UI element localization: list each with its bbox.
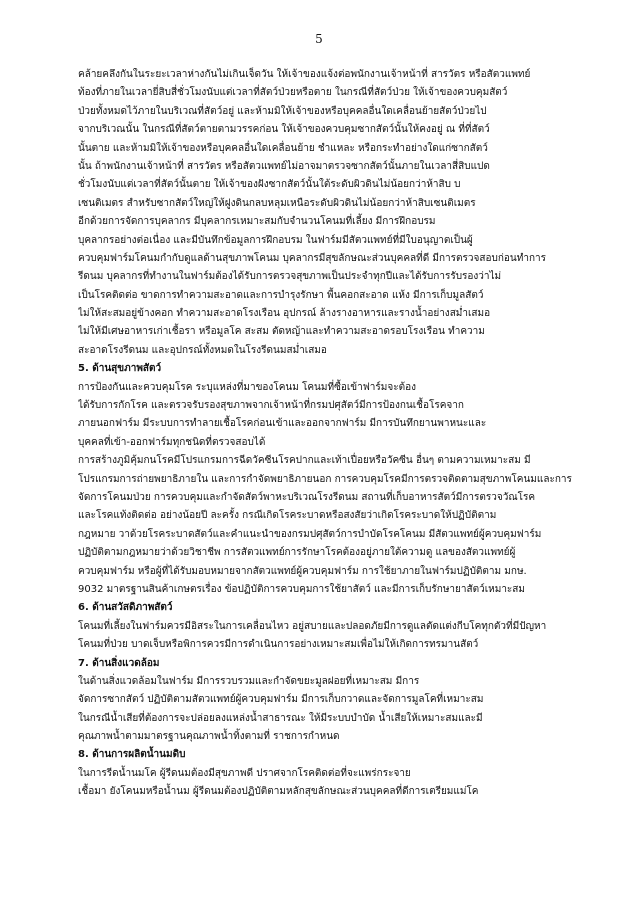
text-line: ควบคุมฟาร์มโคนมกำกับดูแลด้านสุขภาพโคนม บุคลากรมีสุขลักษณะส่วนบุคคลที่ดี มีการตรวจสอบก่อนทำการ: [78, 252, 546, 264]
text-line: 9032 มาตรฐานสินค้าเกษตรเรื่อง ข้อปฏิบัติการควบคุมการใช้ยาสัตว์ และมีการเก็บรักษายาสัตว์เหมาะสม: [78, 583, 525, 595]
text-line: บุคลากรอย่างต่อเนื่อง และมีบันทึกข้อมูลการฝึกอบรม ในฟาร์มมีสัตวแพทย์ที่มีใบอนุญาตเป็นผู้: [78, 234, 473, 246]
text-line: รีดนม บุคลากรที่ทำงานในฟาร์มต้องได้รับการตรวจสุขภาพเป็นประจำทุกปีและได้รับการรับรองว่าไม่: [78, 271, 502, 283]
text-line: ในกรณีน้ำเสียที่ต้องการจะปล่อยลงแหล่งน้ำสาธารณะ ให้มีระบบบำบัด น้ำเสียให้เหมาะสมและมี: [78, 712, 483, 724]
text-line: เป็นโรคติดต่อ ขาดการทำความสะอาดและการบำรุงรักษา พื้นคอกสะอาด แห้ง มีการเก็บมูลสัตว์: [78, 289, 484, 301]
text-line: บุคคลที่เข้า-ออกฟาร์มทุกชนิดที่ตรวจสอบได้: [78, 436, 266, 448]
section-heading: 7. ด้านสิ่งแวดล้อม: [78, 657, 160, 669]
text-line: ควบคุมฟาร์ม หรือผู้ที่ได้รับมอบหมายจากสัตวแพทย์ผู้ควบคุมฟาร์ม การใช้ยาภายในฟาร์มปฏิบัติตาม มกษ.: [78, 565, 527, 577]
text-line: และโรคแท้งติดต่อ อย่างน้อยปี ละครั้ง กรณีเกิดโรคระบาดหรือสงสัยว่าเกิดโรคระบาดให้ปฏิบัติตาม: [78, 510, 497, 522]
section-heading: 5. ด้านสุขภาพสัตว์: [78, 363, 162, 375]
text-line: อีกด้วยการจัดการบุคลากร มีบุคลากรเหมาะสมกับจำนวนโคนมที่เลี้ยง มีการฝึกอบรม: [78, 216, 436, 228]
text-line: ท้องที่ภายในเวลายี่สิบสี่ชั่วโมงนับแต่เวลาที่สัตว์ป่วยหรือตาย ในกรณีที่สัตว์ป่วย ให้เจ้าของควบคุมสัตว์: [78, 87, 508, 99]
text-line: การสร้างภูมิคุ้มกนโรคมีโปรแกรมการฉีดวัคซีนโรคปากและเท้าเปื่อยหรือวัคซีน อื่นๆ ตามความเหมาะสม มี: [78, 455, 531, 467]
text-line: นั้น ถ้าพนักงานเจ้าหน้าที่ สารวัตร หรือสัตวแพทย์ไม่อาจมาตรวจซากสัตว์นั้นภายในเวลาสี่สิบแปด: [78, 160, 490, 172]
text-line: เซนติเมตร สำหรับซากสัตว์ใหญ่ให้ฝูงดินกลบหลุมเหนือระดับผิวดินไม่น้อยกว่าห้าสิบเซนติเมตร: [78, 197, 476, 209]
text-line: ปฏิบัติตามกฎหมายว่าด้วยวิชาชีพ การสัตวแพทย์การรักษาโรคต้องอยู่ภายใต้ความดู แลของสัตวแพทย์ผู้: [78, 547, 516, 559]
text-line: ภายนอกฟาร์ม มีระบบการทำลายเชื้อโรคก่อนเข้าและออกจากฟาร์ม มีการบันทึกยานพาหนะและ: [78, 418, 487, 430]
text-line: กฎหมาย วาด้วยโรคระบาดสัตว์และคำแนะนำของกรมปศุสัตว์การบำบัดโรคโคนม มีสัตวแพทย์ผู้ควบคุมฟาร์ม: [78, 528, 542, 540]
text-line: ป่วยทั้งหมดไว้ภายในบริเวณที่สัตว์อยู่ และห้ามมิให้เจ้าของหรือบุคคลอื่นใดเคลื่อนย้ายสัตว์ป่วยไป: [78, 105, 487, 117]
page-number: 5: [315, 32, 323, 46]
text-line: นั้นตาย และห้ามมิให้เจ้าของหรือบุคคลอื่นใดเคลื่อนย้าย ชำแหละ หรือกระทำอย่างใดแก่ซากสัตว์: [78, 142, 488, 154]
text-line: โคนมที่เลี้ยงในฟาร์มควรมีอิสระในการเคลื่อนไหว อยู่สบายและปลอดภัยมีการดูแลตัดแต่งกีบโคทุกตัวที่มีปัญหา: [78, 620, 547, 632]
text-line: คล้ายคลึงกันในระยะเวลาห่างกันไม่เกินเจ็ดวัน ให้เจ้าของแจ้งต่อพนักงานเจ้าหน้าที่ สารวัตร หรือสัตวแพทย์: [78, 69, 531, 80]
text-line: จัดการซากสัตว์ ปฏิบัติตามสัตวแพทย์ผู้ควบคุมฟาร์ม มีการเก็บกวาดและจัดการมูลโคที่เหมาะสม: [78, 694, 484, 706]
text-line: จากบริเวณนั้น ในกรณีที่สัตว์ตายตามวรรคก่อน ให้เจ้าของควบคุมซากสัตว์นั้นให้คงอยู่ ณ ที่ที่สัตว์: [78, 124, 490, 136]
text-line: สะอาดโรงรีดนม และอุปกรณ์ทั้งหมดในโรงรีดนมสม่ำเสมอ: [78, 344, 327, 356]
text-line: ชั่วโมงนับแต่เวลาที่สัตว์นั้นตาย ให้เจ้าของฝังซากสัตว์นั้นใต้ระดับผิวดินไม่น้อยกว่าห้าสิบ บ: [78, 179, 461, 191]
text-line: ในด้านสิ่งแวดล้อมในฟาร์ม มีการรวบรวมและกำจัดขยะมูลฝอยที่เหมาะสม มีการ: [78, 675, 420, 687]
text-line: โคนมที่ป่วย บาดเจ็บหรือพิการควรมีการดำเนินการอย่างเหมาะสมเพื่อไม่ให้เกิดการทรมานสัตว์: [78, 639, 479, 651]
text-line: โปรแกรมการถ่ายพยาธิภายใน และการกำจัดพยาธิภายนอก การควบคุมโรคมีการตรวจติดตามสุขภาพโคนมและการ: [78, 473, 572, 485]
document-body: [78, 66, 578, 802]
text-line: การป้องกันและควบคุมโรค ระบุแหล่งที่มาของโคนม โคนมที่ซื้อเข้าฟาร์มจะต้อง: [78, 381, 416, 393]
text-line: คุณภาพน้ำตามมาตรฐานคุณภาพน้ำทิ้งตามที่ ราชการกำหนด: [78, 731, 340, 743]
text-line: ในการรีดน้ำนมโค ผู้รีดนมต้องมีสุขภาพดี ปราศจากโรคติดต่อที่จะแพร่กระจาย: [78, 767, 411, 779]
text-line: ไม่ให้มีเศษอาหารเก่าเชื้อรา หรือมูลโค สะสม ตัดหญ้าและทำความสะอาดรอบโรงเรือน ทำความ: [78, 326, 485, 338]
text-line: จัดการโคนมป่วย การควบคุมและกำจัดสัตว์พาหะบริเวณโรงรีดนม สถานที่เก็บอาหารสัตว์มีการตรวจวัณโรค: [78, 491, 536, 503]
text-line: ได้รับการกักโรค และตรวจรับรองสุขภาพจากเจ้าหน้าที่กรมปศุสัตว์มีการป้องกนเชื้อโรคจาก: [78, 400, 464, 412]
text-line: เชื้อมา ยังโคนมหรือน้ำนม ผู้รีดนมต้องปฏิบัติตามหลักสุขลักษณะส่วนบุคคลที่ดีการเตรียมแม่โค: [78, 786, 479, 798]
section-heading: 6. ด้านสวัสดิภาพสัตว์: [78, 602, 173, 614]
section-heading: 8. ด้านการผลิตน้ำนมดิบ: [78, 749, 186, 761]
text-line: ไม่ให้สะสมอยู่ข้างคอก ทำความสะอาดโรงเรือน อุปกรณ์ ล้างรางอาหารและรางน้ำอย่างสม่ำเสมอ: [78, 308, 491, 320]
